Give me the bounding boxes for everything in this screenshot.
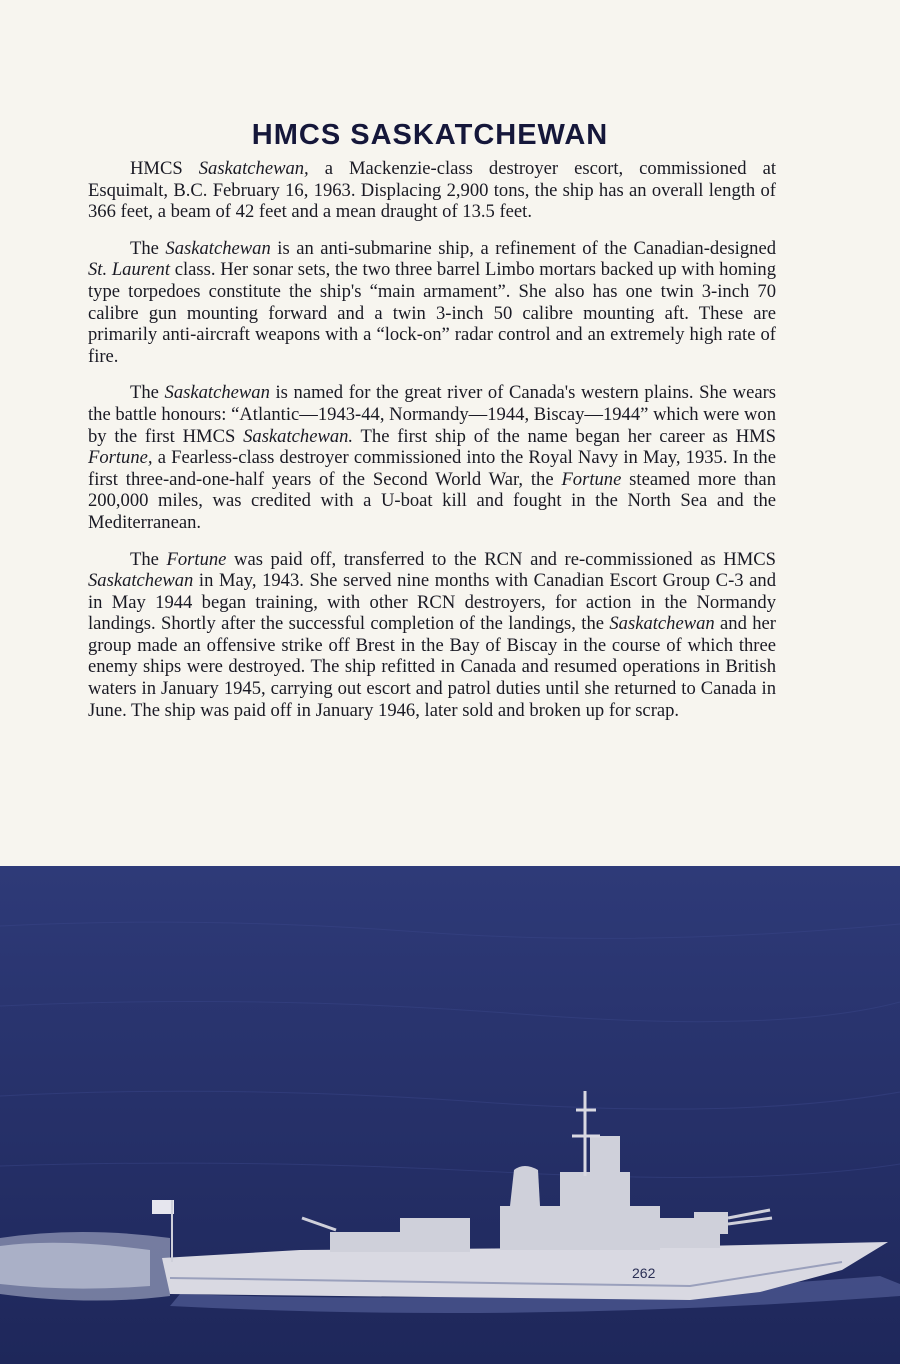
ensign-flag [152, 1200, 174, 1214]
page-title: HMCS SASKATCHEWAN [251, 119, 609, 152]
italic-run: Saskatchewan, [198, 158, 309, 179]
text-run: The first ship of the name began her career as HMS [353, 425, 776, 447]
paragraph-3 [88, 382, 776, 533]
text-run: The [130, 382, 165, 404]
italic-run: Saskatchewan. [243, 425, 354, 447]
text-run: a Mackenzie-class destroyer escort, commissioned at Esquimalt, B.C. February 16, 1963. Displacing 2,900 tons, the ship has an overall length of 366 feet, a beam of 42 feet and a mean draught of 13.5 feet. [88, 158, 776, 223]
italic-run: Saskatchewan [164, 382, 270, 404]
ship-illustration [0, 866, 900, 1364]
text-run: steamed more than 200,000 miles, was credited with a U-boat kill and fought in the North Sea and the Mediterranean. [88, 468, 776, 533]
text-run: HMCS [130, 158, 199, 179]
text-run: and her group made an offensive strike off Brest in the Bay of Biscay in the course of which three enemy ships were destroyed. The ship refitted in Canada and resumed operations in British waters in January 1945, carrying out escort and patrol duties until she returned to Canada in June. The ship was paid off in January 1946, later sold and broken up for scrap. [88, 613, 776, 721]
text-run: in May, 1943. She served nine months with Canadian Escort Group C-3 and in May 1944 began training, with other RCN destroyers, for action in the Normandy landings. Shortly after the successful completion of the landings, the [88, 570, 776, 635]
paragraph-4 [88, 549, 776, 722]
text-run: was paid off, transferred to the RCN and re-commissioned as HMCS [226, 548, 776, 570]
italic-run: Saskatchewan [165, 237, 271, 259]
article-body [88, 158, 776, 736]
text-run: The [130, 237, 166, 259]
text-run: is an anti-submarine ship, a refinement of the Canadian-designed [270, 237, 776, 259]
text-run: is named for the great river of Canada's western plains. She wears the battle honours: “Atlantic—1943-44, Normandy—1944, Biscay—1944” which were won by the first HMCS [88, 382, 776, 447]
destroyer-photo [0, 866, 900, 1364]
text-run: class. Her sonar sets, the two three barrel Limbo mortars backed up with homing type torpedoes constitute the ship's “main armament”. She also has one twin 3-inch 70 calibre gun mounting forward and a twin 3-inch 50 calibre mounting aft. These are primarily anti-aircraft weapons with a “lock-on” radar control and an extremely high rate of fire. [88, 259, 776, 367]
paragraph-2 [88, 238, 776, 368]
text-run: a Fearless-class destroyer commissioned into the Royal Navy in May, 1935. In the first three-and-one-half years of the Second World War, the [88, 447, 776, 490]
italic-run: Fortune [561, 468, 622, 490]
italic-run: Fortune [166, 548, 227, 570]
text-run: The [130, 548, 167, 570]
hull-number: 262 [632, 1265, 656, 1281]
italic-run: Saskatchewan [609, 613, 715, 635]
paragraph-1 [88, 158, 776, 223]
italic-run: Fortune, [88, 447, 153, 469]
italic-run: St. Laurent [88, 259, 171, 281]
italic-run: Saskatchewan [88, 570, 194, 592]
